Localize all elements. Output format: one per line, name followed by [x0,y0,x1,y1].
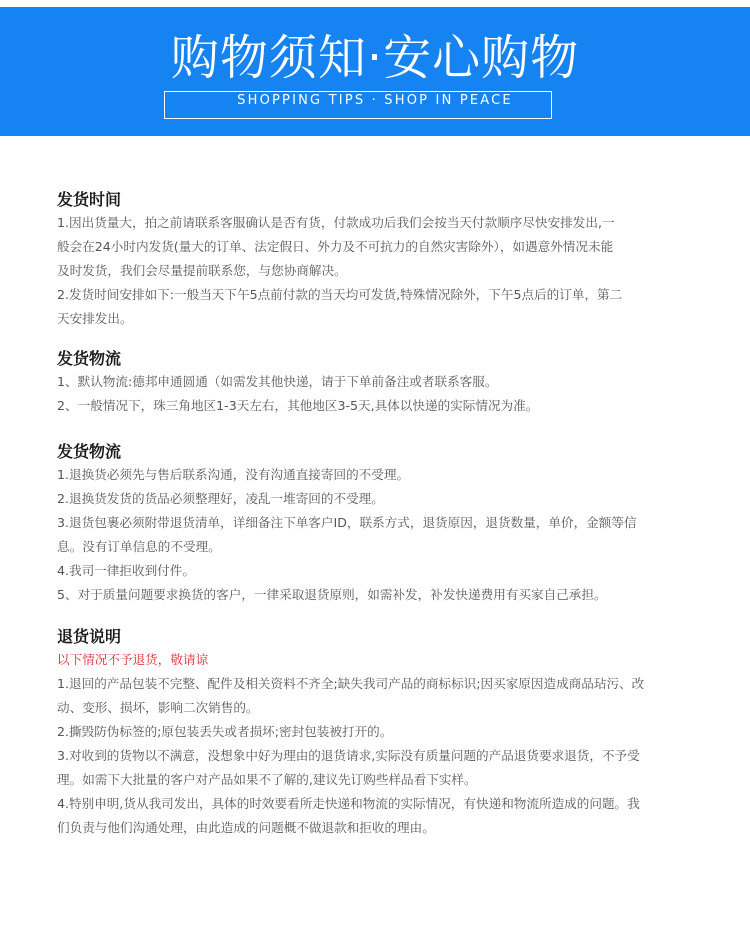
list-item: 3.对收到的货物以不满意，没想象中好为理由的退货请求,实际没有质量问题的产品退货要求退货，不予受 理。如需下大批量的客户对产品如果不了解的,建议先订购些样品看下实样。 [57,748,640,787]
section-heading: 发货时间 [57,190,122,209]
warning-text: 以下情况不予退货，敬请谅 [57,652,209,667]
list-item: 1、默认物流:德邦申通圆通（如需发其他快递，请于下单前备注或者联系客服。 [57,374,498,389]
banner-subtitle-row [0,91,750,109]
section-return-exchange [57,441,717,607]
list-item: 3.退货包裹必须附带退货清单，详细备注下单客户ID，联系方式，退货原因，退货数量，单价，金额等信 息。没有订单信息的不受理。 [57,515,637,554]
list-item: 5、对于质量问题要求换货的客户，一律采取退货原则，如需补发，补发快递费用有买家自己承担。 [57,587,607,602]
list-item: 4.特别申明,货从我司发出，具体的时效要看所走快递和物流的实际情况，有快递和物流所造成的问题。我 们负责与他们沟通处理，由此造成的问题概不做退款和拒收的理由。 [57,796,640,835]
section-return-policy [57,626,717,840]
header-banner [0,7,750,136]
list-item: 2.发货时间安排如下:一般当天下午5点前付款的当天均可发货,特殊情况除外，下午5点后的订单，第二 天安排发出。 [57,287,623,326]
list-item: 1.因出货量大，拍之前请联系客服确认是否有货，付款成功后我们会按当天付款顺序尽快安排发出,一 般会在24小时内发货(量大的订单、法定假日、外力及不可抗力的自然灾害除外），如遇意外情况未能 及时发货，我们会尽量提前联系您，与您协商解决。 [57,215,615,278]
list-item: 1.退回的产品包装不完整、配件及相关资料不齐全;缺失我司产品的商标标识;因买家原因造成商品玷污、改 动、变形、损坏，影响二次销售的。 [57,676,645,715]
list-item: 4.我司一律拒收到付件。 [57,563,195,578]
list-item: 2.退换货发货的货品必须整理好，凌乱一堆寄回的不受理。 [57,491,384,506]
banner-title: 购物须知·安心购物 [170,30,580,86]
banner-subtitle: SHOPPING TIPS · SHOP IN PEACE [230,93,520,109]
section-shipping-logistics [57,348,717,418]
list-item: 2、一般情况下，珠三角地区1-3天左右，其他地区3-5天,具体以快递的实际情况为准。 [57,398,539,413]
section-heading: 发货物流 [57,442,122,461]
section-heading: 发货物流 [57,349,122,368]
list-item: 1.退换货必须先与售后联系沟通，没有沟通直接寄回的不受理。 [57,467,410,482]
list-item: 2.撕毁防伪标签的;原包装丢失或者损坏;密封包装被打开的。 [57,724,393,739]
section-shipping-time [57,189,717,331]
section-heading: 退货说明 [57,627,122,646]
